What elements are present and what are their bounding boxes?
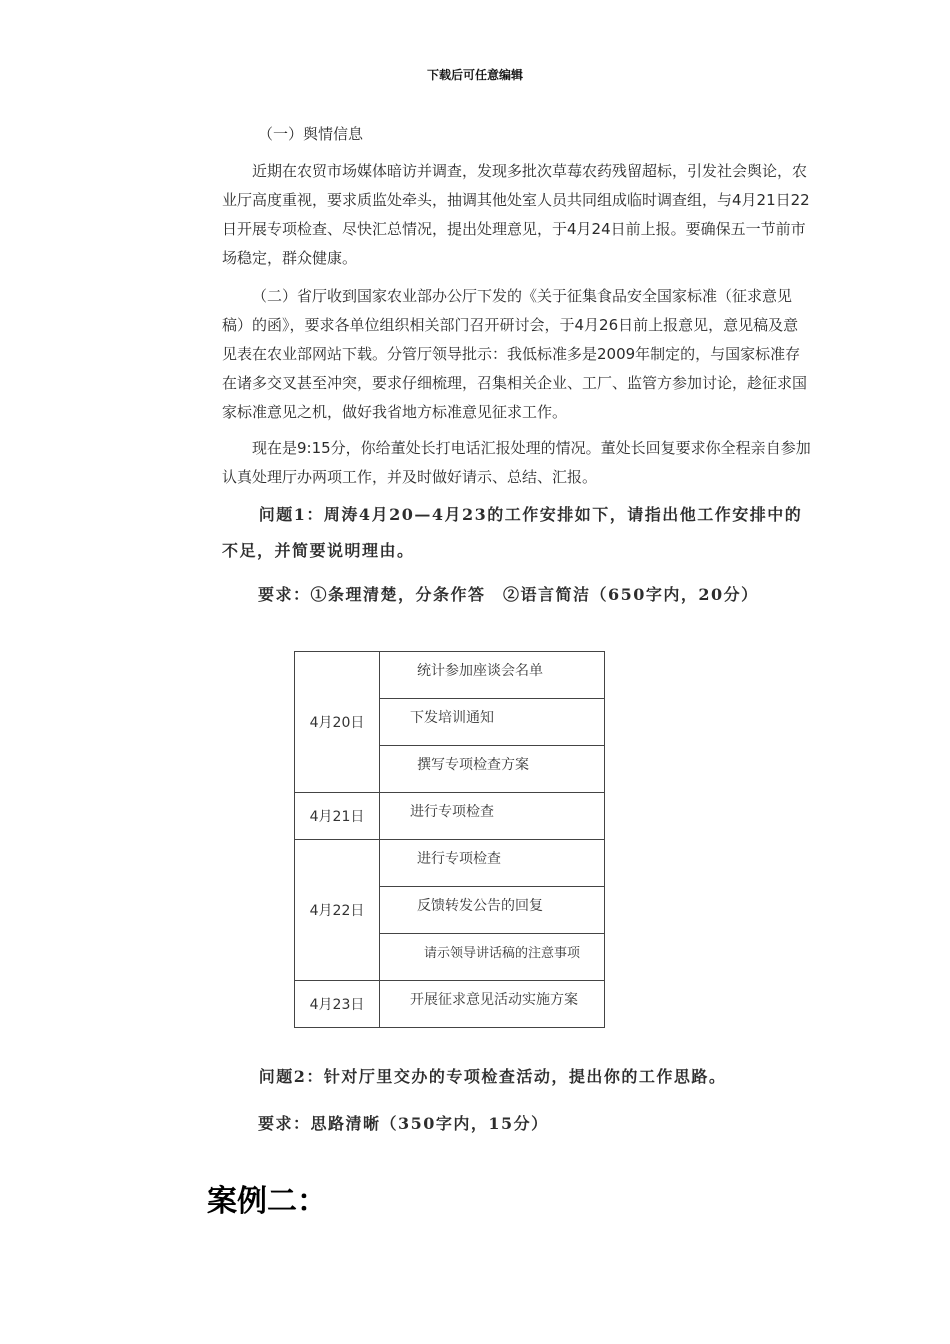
question1-text: 问题1：周涛4月20—4月23的工作安排如下，请指出他工作安排中的不足，并简要说明理由。 bbox=[222, 505, 803, 560]
header-note: 下载后可任意编辑 bbox=[426, 68, 523, 82]
task-cell bbox=[380, 981, 605, 1028]
task-text: 开展征求意见活动实施方案 bbox=[410, 992, 578, 1008]
schedule-table bbox=[294, 651, 605, 1028]
task-cell bbox=[380, 887, 605, 934]
task-text: 请示领导讲话稿的注意事项 bbox=[424, 946, 581, 961]
task-text: 下发培训通知 bbox=[410, 710, 494, 726]
task-cell bbox=[380, 699, 605, 746]
date-cell: 4月23日 bbox=[295, 981, 380, 1028]
task-cell bbox=[380, 746, 605, 793]
task-cell bbox=[380, 652, 605, 699]
section2-paragraph: （二）省厅收到国家农业部办公厅下发的《关于征集食品安全国家标准（征求意见稿）的函》，要求各单位组织相关部门召开研讨会，于4月26日前上报意见，意见稿及意见表在农业部网站下载。分管厅领导批示：我低标准多是2009年制定的，与国家标准存在诸多交叉甚至冲突，要求仔细梳理，召集相关企业、工厂、监管方参加讨论，趁征求国家标准意见之机，做好我省地方标准意见征求工作。 bbox=[222, 287, 808, 421]
question1-requirement: 要求：①条理清楚，分条作答 ②语言简洁（650字内，20分） bbox=[258, 585, 759, 604]
question2-requirement: 要求：思路清晰（350字内，15分） bbox=[258, 1114, 549, 1133]
task-text: 反馈转发公告的回复 bbox=[417, 898, 543, 914]
date-cell: 4月21日 bbox=[295, 793, 380, 840]
task-text: 进行专项检查 bbox=[410, 804, 494, 820]
date-cell: 4月22日 bbox=[295, 840, 380, 981]
table-row bbox=[295, 652, 605, 699]
question2-text: 问题2：针对厅里交办的专项检查活动，提出你的工作思路。 bbox=[258, 1067, 727, 1086]
date-cell: 4月20日 bbox=[295, 652, 380, 793]
task-text: 统计参加座谈会名单 bbox=[417, 663, 543, 679]
case-title: 案例二： bbox=[207, 1184, 327, 1219]
section1-label: （一）舆情信息 bbox=[258, 125, 364, 143]
task-cell bbox=[380, 934, 605, 981]
table-row bbox=[295, 840, 605, 887]
task-text: 进行专项检查 bbox=[417, 851, 501, 867]
section3-paragraph: 现在是9:15分，你给董处长打电话汇报处理的情况。董处长回复要求你全程亲自参加认真处理厅办两项工作，并及时做好请示、总结、汇报。 bbox=[222, 439, 811, 486]
task-cell bbox=[380, 840, 605, 887]
table-row bbox=[295, 981, 605, 1028]
table-row bbox=[295, 793, 605, 840]
task-cell bbox=[380, 793, 605, 840]
section1-paragraph: 近期在农贸市场媒体暗访并调查，发现多批次草莓农药残留超标，引发社会舆论，农业厅高度重视，要求质监处牵头，抽调其他处室人员共同组成临时调查组，与4月21日22日开展专项检查、尽快汇总情况，提出处理意见，于4月24日前上报。要确保五一节前市场稳定，群众健康。 bbox=[222, 162, 810, 267]
task-text: 撰写专项检查方案 bbox=[417, 757, 529, 773]
